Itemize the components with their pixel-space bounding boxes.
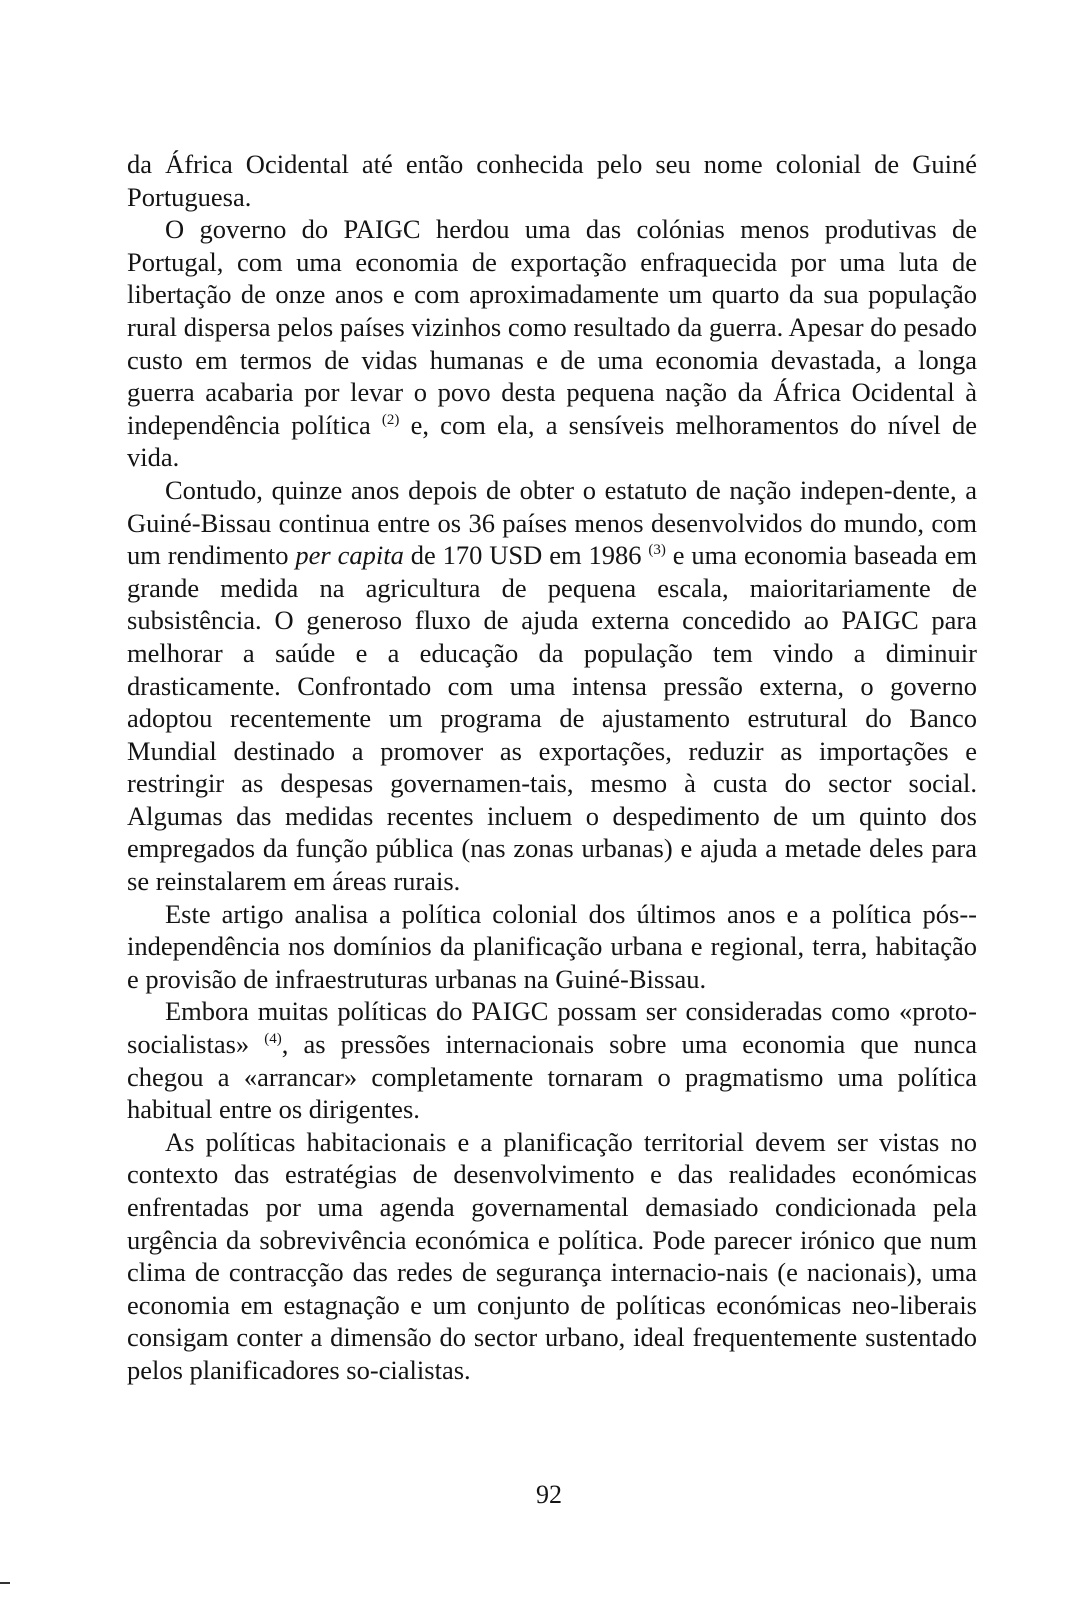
text-run: Embora muitas políticas do PAIGC possam ser consideradas como «proto-socialistas» (127, 996, 977, 1060)
paragraph (127, 148, 977, 213)
footnote-marker: (4) (264, 1031, 282, 1048)
text-run: e uma economia baseada em grande medida na agricultura de pequena escala, maioritariamente de subsistência. O generoso fluxo de ajuda externa concedido ao PAIGC para melhorar a saúde e a educação da população tem vindo a diminuir drasticamente. Confrontado com uma intensa pressão externa, o governo adoptou recentemente um programa de ajustamento estrutural do Banco Mundial destinado a promover as exportações, reduzir as importações e restringir as despesas governamen-tais, mesmo à custa do sector social. Algumas das medidas recentes incluem o despedimento de um quinto dos empregados da função pública (nas zonas urbanas) e ajuda a metade deles para se reinstalarem em áreas rurais. (127, 540, 977, 897)
text-run: e, com ela, a sensíveis melhoramentos do nível de vida. (127, 409, 977, 473)
paragraph (127, 1126, 977, 1387)
footnote-marker: (3) (648, 542, 666, 559)
text-run: As políticas habitacionais e a planificação territorial devem ser vistas no contexto das estratégias de desenvolvimento e das realidades económicas enfrentadas por uma agenda governamental demasiado condicionada pela urgência da sobrevivência económica e política. Pode parecer irónico que num clima de contracção das redes de segurança internacio-nais (e nacionais), uma economia em estagnação e um conjunto de políticas económicas neo-liberais consigam conter a dimensão do sector urbano, ideal frequentemente sustentado pelos planificadores so-cialistas. (127, 1126, 977, 1385)
footnote-marker: (2) (381, 411, 400, 428)
text-run: Este artigo analisa a política colonial dos últimos anos e a política pós--independência nos domínios da planificação urbana e regional, terra, habitação e provisão de infraestruturas urbanas na Guiné-Bissau. (127, 898, 977, 994)
paragraph (127, 213, 977, 474)
paragraph (127, 898, 977, 996)
italic-term: per capita (295, 540, 404, 571)
body-text (127, 148, 977, 1387)
text-run: Contudo, quinze anos depois de obter o estatuto de nação indepen-dente, a Guiné-Bissau continua entre os 36 países menos desenvolvidos do mundo, com um rendimento (127, 474, 977, 571)
text-run: O governo do PAIGC herdou uma das colónias menos produtivas de Portugal, com uma economia de exportação enfraquecida por uma luta de libertação de onze anos e com aproximadamente um quarto da sua população rural dispersa pelos países vizinhos como resultado da guerra. Apesar do pesado custo em termos de vidas humanas e de uma economia devastada, a longa guerra acabaria por levar o povo desta pequena nação da África Ocidental à independência política (127, 214, 977, 440)
text-run: de 170 USD em 1986 (403, 540, 649, 571)
binding-mark (0, 1582, 10, 1584)
paragraph (127, 474, 977, 898)
text-run: , as pressões internacionais sobre uma economia que nunca chegou a «arrancar» completamente tornaram o pragmatismo uma política habitual entre os dirigentes. (127, 1029, 977, 1125)
page-number: 92 (536, 1480, 562, 1509)
text-run: da África Ocidental até então conhecida pelo seu nome colonial de Guiné Portuguesa. (127, 149, 977, 212)
paragraph (127, 995, 977, 1125)
